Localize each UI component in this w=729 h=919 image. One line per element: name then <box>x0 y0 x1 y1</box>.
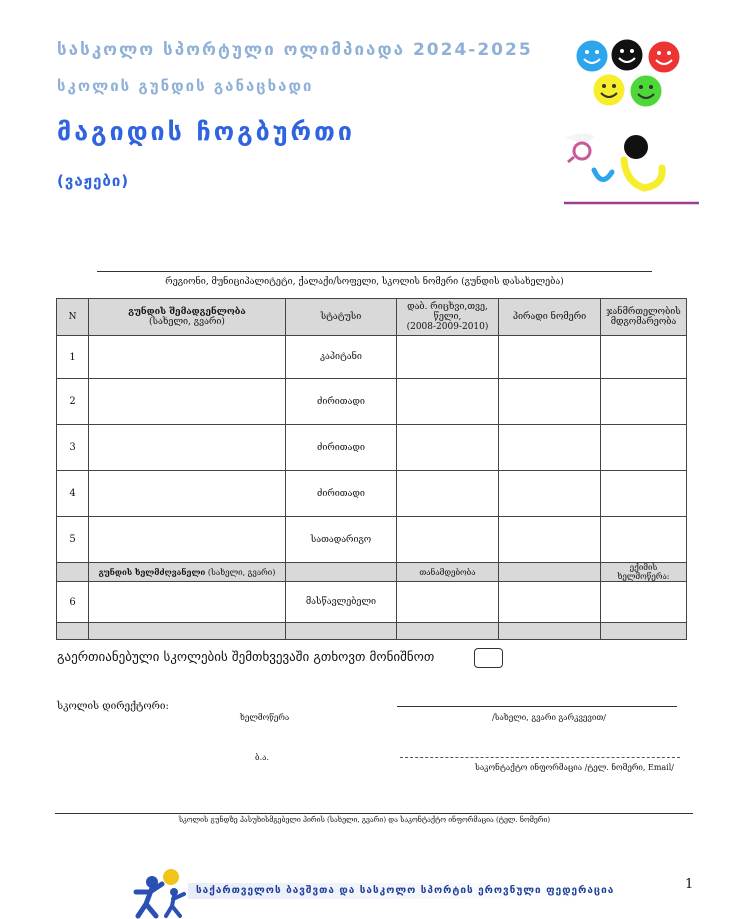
personal-number-cell[interactable] <box>499 425 601 471</box>
sun-icon <box>163 869 179 885</box>
leader-name-cell[interactable] <box>89 582 286 623</box>
smiley-green-icon <box>630 75 662 107</box>
row-number: 2 <box>57 379 89 425</box>
table-row <box>57 336 687 379</box>
sport-title: მაგიდის ჩოგბურთი <box>57 117 355 146</box>
doctor-signature-label: ექიმის ხელმოწერა: <box>601 563 687 582</box>
name-caption: /სახელი, გვარი გარკვევით/ <box>492 713 606 722</box>
smiley-blue-icon <box>576 40 608 72</box>
member-name-cell[interactable] <box>89 379 286 425</box>
status-cell: ძირითადი <box>286 379 397 425</box>
col-status: სტატუსი <box>286 299 397 336</box>
birth-cell[interactable] <box>397 379 499 425</box>
personal-number-cell[interactable] <box>499 336 601 379</box>
federation-logo <box>128 866 188 919</box>
application-title: სკოლის გუნდის განაცხადი <box>57 77 314 95</box>
row-number: 3 <box>57 425 89 471</box>
table-row <box>57 517 687 563</box>
status-cell: კაპიტანი <box>286 336 397 379</box>
health-cell[interactable] <box>601 379 687 425</box>
personal-number-cell[interactable] <box>499 582 601 623</box>
member-name-cell[interactable] <box>89 336 286 379</box>
col-members: გუნდის შემადგენლობა (სახელი, გვარი) <box>89 299 286 336</box>
row-number: 5 <box>57 517 89 563</box>
member-name-cell[interactable] <box>89 471 286 517</box>
member-name-cell[interactable] <box>89 517 286 563</box>
smiley-faces-logo <box>575 38 685 110</box>
col-personal-number: პირადი ნომერი <box>499 299 601 336</box>
status-cell: სათადარიგო <box>286 517 397 563</box>
table-tennis-logo <box>564 130 699 210</box>
birth-cell[interactable] <box>397 336 499 379</box>
personal-number-cell[interactable] <box>499 379 601 425</box>
contact-info-line[interactable] <box>400 757 680 758</box>
team-roster-table <box>56 298 687 640</box>
combined-schools-note: გაერთიანებული სკოლების შემთხვევაში გთხოვთ მონიშნოთ <box>57 650 435 665</box>
smiley-black-icon <box>611 39 643 71</box>
table-header-row <box>57 299 687 336</box>
table-row <box>57 425 687 471</box>
director-name-line[interactable] <box>397 706 677 707</box>
page-number: 1 <box>685 877 694 892</box>
contact-caption: საკონტაქტო ინფორმაცია /ტელ. ნომერი, Email/ <box>475 763 674 772</box>
doctor-signature-cell[interactable] <box>601 582 687 623</box>
seal-label: ბ.ა. <box>255 753 269 762</box>
smiley-yellow-icon <box>593 74 625 106</box>
table-row <box>57 471 687 517</box>
position-cell[interactable] <box>397 582 499 623</box>
birth-cell[interactable] <box>397 425 499 471</box>
racket-icon <box>574 143 590 159</box>
personal-number-cell[interactable] <box>499 517 601 563</box>
row-number: 4 <box>57 471 89 517</box>
combined-schools-checkbox[interactable] <box>474 648 503 668</box>
personal-number-cell[interactable] <box>499 471 601 517</box>
position-label: თანამდებობა <box>397 563 499 582</box>
row-number: 1 <box>57 336 89 379</box>
gender-label: (ვაჟები) <box>57 172 130 190</box>
health-cell[interactable] <box>601 336 687 379</box>
health-cell[interactable] <box>601 517 687 563</box>
table-row <box>57 582 687 623</box>
status-cell: ძირითადი <box>286 425 397 471</box>
birth-cell[interactable] <box>397 471 499 517</box>
col-n: N <box>57 299 89 336</box>
olympiad-title: სასკოლო სპორტული ოლიმპიადა 2024-2025 <box>57 40 533 60</box>
region-underline[interactable] <box>97 271 652 272</box>
ball-icon <box>624 135 648 159</box>
row-number: 6 <box>57 582 89 623</box>
region-caption: რეგიონი, მუნიციპალიტეტი, ქალაქი/სოფელი, სკოლის ნომერი (გუნდის დასახელება) <box>165 277 564 287</box>
footnote-line[interactable] <box>55 813 693 814</box>
member-name-cell[interactable] <box>89 425 286 471</box>
status-cell: ძირითადი <box>286 471 397 517</box>
smiley-red-icon <box>648 41 680 73</box>
health-cell[interactable] <box>601 471 687 517</box>
footnote-caption: სკოლის გუნდზე პასუხისმგებელი პირის (სახელი, გვარი) და საკონტაქტო ინფორმაცია (ტელ. ნომერი) <box>178 816 551 824</box>
table-footer-row <box>57 623 687 640</box>
leader-header-row <box>57 563 687 582</box>
col-health: ჯანმრთელობის მდგომარეობა <box>601 299 687 336</box>
signature-caption: ხელმოწერა <box>240 713 290 722</box>
health-cell[interactable] <box>601 425 687 471</box>
col-birth: დაბ. რიცხვი,თვე, წელი, (2008-2009-2010) <box>397 299 499 336</box>
federation-name: საქართველოს ბავშვთა და სასკოლო სპორტის ეროვნული ფედერაცია <box>196 885 615 896</box>
table-row <box>57 379 687 425</box>
director-label: სკოლის დირექტორი: <box>57 701 169 712</box>
birth-cell[interactable] <box>397 517 499 563</box>
status-cell: მასწავლებელი <box>286 582 397 623</box>
leader-label: გუნდის ხელმძღვანელი (სახელი, გვარი) <box>89 563 286 582</box>
